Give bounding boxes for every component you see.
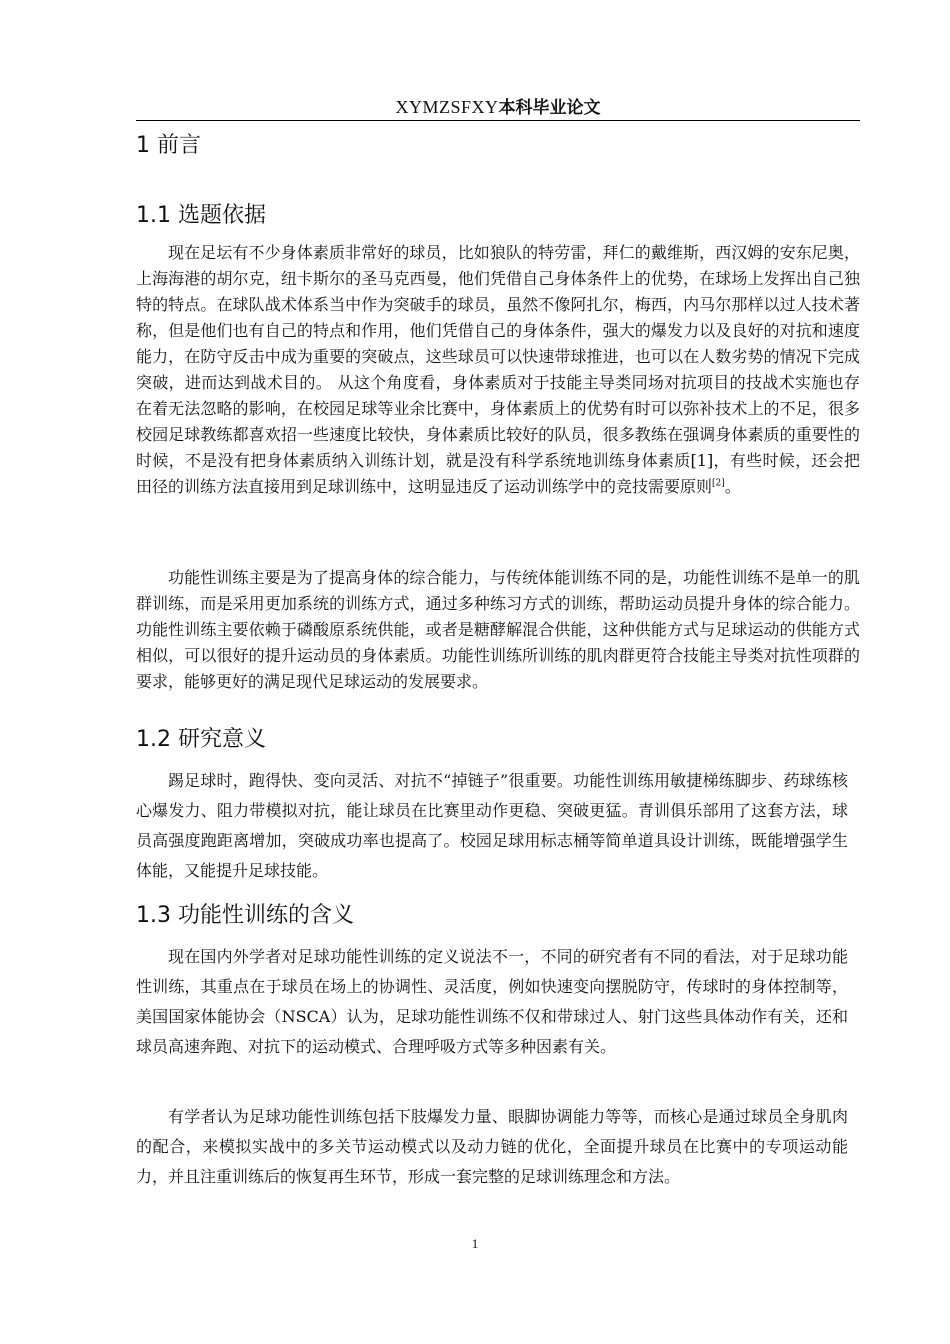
header-title: 本科毕业论文 (498, 98, 601, 118)
page-number: 1 (471, 1236, 479, 1251)
paragraph-end: 。 (724, 477, 741, 496)
section-1-1-paragraph-2: 功能性训练主要是为了提高身体的综合能力，与传统体能训练不同的是，功能性训练不是单一的肌群训练，而是采用更加系统的训练方式，通过多种练习方式的训练，帮助运动员提升身体的综合能力。功能性训练主要依赖于磷酸原系统供能，或者是糖酵解混合供能，这种供能方式与足球运动的供能方式相似，可以很好的提升运动员的身体素质。功能性训练所训练的肌肉群更符合技能主导类对抗性项群的要求，能够更好的满足现代足球运动的发展要求。 (136, 568, 860, 691)
page-header (136, 96, 860, 121)
citation-ref: [2] (712, 478, 725, 489)
header-school-code: XYMZSFXY (395, 97, 499, 117)
section-1-1-paragraph-1 (136, 240, 860, 500)
section-1-heading: 1 前言 (136, 133, 201, 158)
section-1-2-heading: 1.2 研究意义 (136, 727, 266, 752)
section-1-3-heading: 1.3 功能性训练的含义 (136, 903, 354, 928)
paragraph-text: 现在足坛有不少身体素质非常好的球员，比如狼队的特劳雷，拜仁的戴维斯，西汉姆的安东尼奥，上海海港的胡尔克，纽卡斯尔的圣马克西曼，他们凭借自己身体条件上的优势，在球场上发挥出自己独特的特点。在球队战术体系当中作为突破手的球员，虽然不像阿扎尔，梅西，内马尔那样以过人技术著称，但是他们也有自己的特点和作用，他们凭借自己的身体条件，强大的爆发力以及良好的对抗和速度能力，在防守反击中成为重要的突破点，这些球员可以快速带球推进，也可以在人数劣势的情况下完成突破，进而达到战术目的。 从这个角度看，身体素质对于技能主导类同场对抗项目的技战术实施也存在着无法忽略的影响，在校园足球等业余比赛中，身体素质上的优势有时可以弥补技术上的不足，很多校园足球教练都喜欢招一些速度比较快，身体素质比较好的队员，很多教练在强调身体素质的重要性的时候，不是没有把身体素质纳入训练计划，就是没有科学系统地训练身体素质[1]，有些时候，还会把田径的训练方法直接用到足球训练中，这明显违反了运动训练学中的竞技需要原则 (136, 243, 860, 496)
section-1-2-paragraph-1: 踢足球时，跑得快、变向灵活、对抗不“掉链子”很重要。功能性训练用敏捷梯练脚步、药球练核心爆发力、阻力带模拟对抗，能让球员在比赛里动作更稳、突破更猛。青训俱乐部用了这套方法，球员高强度跑距离增加，突破成功率也提高了。校园足球用标志桶等简单道具设计训练，既能增强学生体能，又能提升足球技能。 (136, 771, 848, 880)
section-1-3-paragraph-1: 现在国内外学者对足球功能性训练的定义说法不一，不同的研究者有不同的看法，对于足球功能性训练，其重点在于球员在场上的协调性、灵活度，例如快速变向摆脱防守，传球时的身体控制等，美国国家体能协会（NSCA）认为，足球功能性训练不仅和带球过人、射门这些具体动作有关，还和球员高速奔跑、对抗下的运动模式、合理呼吸方式等多种因素有关。 (136, 947, 848, 1056)
section-1-3-paragraph-2: 有学者认为足球功能性训练包括下肢爆发力量、眼脚协调能力等等，而核心是通过球员全身肌肉的配合，来模拟实战中的多关节运动模式以及动力链的优化，全面提升球员在比赛中的专项运动能力，并且注重训练后的恢复再生环节，形成一套完整的足球训练理念和方法。 (136, 1107, 848, 1186)
section-1-1-heading: 1.1 选题依据 (136, 203, 266, 228)
